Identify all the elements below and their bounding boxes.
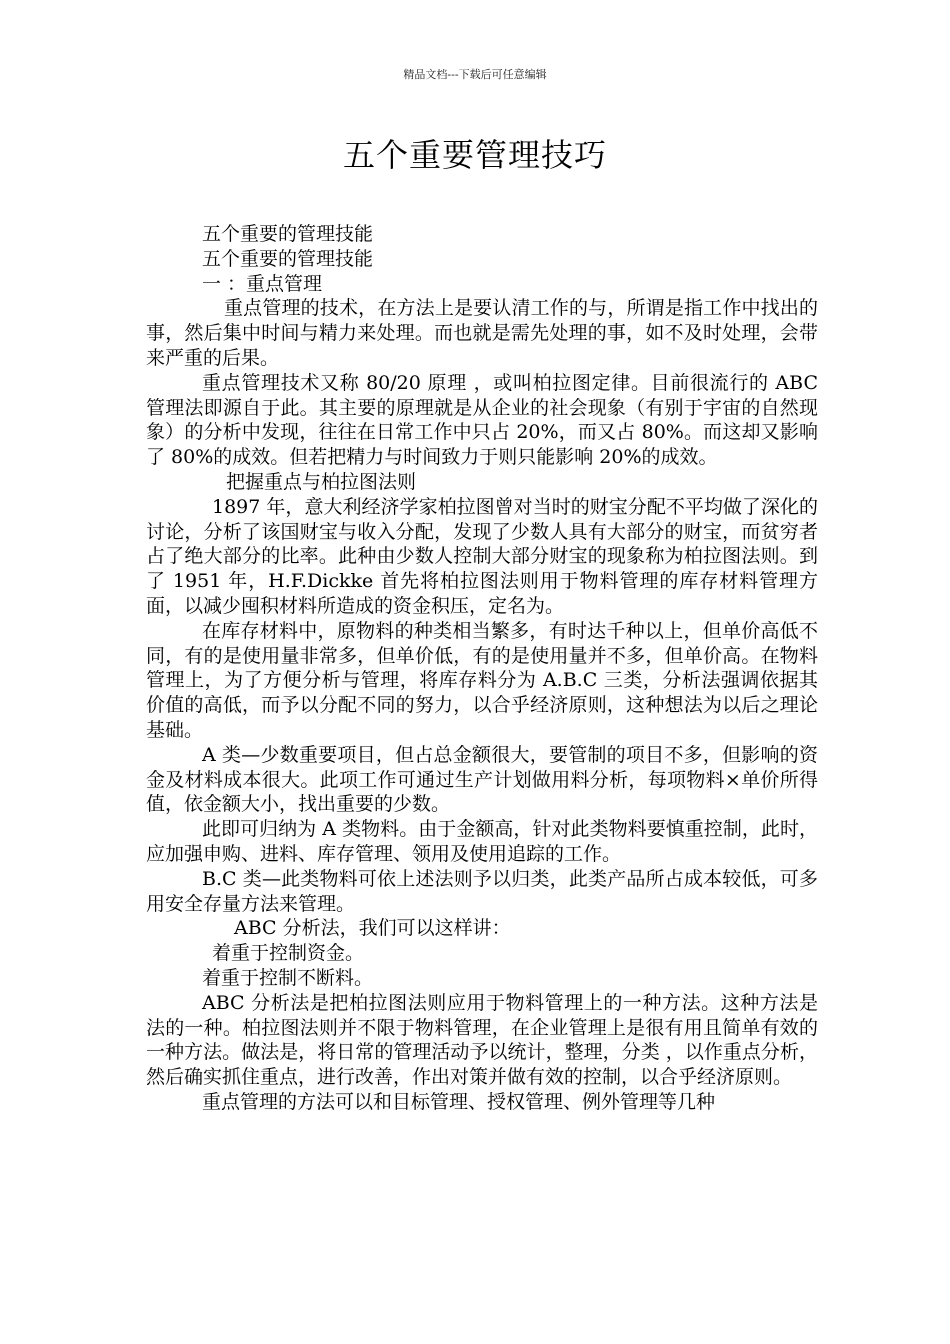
- paragraph: 重点管理技术又称 80/20 原理 ，或叫柏拉图定律。目前很流行的 ABC 管理法即源自于此。其主要的原理就是从企业的社会现象（有别于宇宙的自然现象）的分析中发现，往往在日常工作中只占 20%，而又占 80%。而这却又影响了 80%的成效。但若把精力与时间致力于则只能影响 20%的成效。: [146, 371, 818, 469]
- paragraph: ABC 分析法是把柏拉图法则应用于物料管理上的一种方法。这种方法是法的一种。柏拉图法则并不限于物料管理，在企业管理上是很有用且简单有效的一种方法。做法是，将日常的管理活动予以统计，整理，分类 ，以作重点分析，然后确实抓住重点，进行改善，作出对策并做有效的控制，以合乎经济原则。: [146, 991, 818, 1089]
- paragraph: 五个重要的管理技能: [202, 247, 374, 270]
- paragraph: ABC 分析法，我们可以这样讲：: [234, 917, 511, 940]
- paragraph: B.C 类—此类物料可依上述法则予以归类，此类产品所占成本较低，可多用安全存量方法来管理。: [146, 867, 818, 915]
- section-heading: 一 ：重点管理: [202, 272, 323, 295]
- paragraph: A 类—少数重要项目，但占总金额很大，要管制的项目不多，但影响的资金及材料成本很大。此项工作可通过生产计划做用料分析，每项物料×单价所得值，依金额大小，找出重要的少数。: [146, 743, 818, 816]
- paragraph: 着重于控制资金。: [212, 942, 365, 965]
- paragraph: 在库存材料中，原物料的种类相当繁多，有时达千种以上，但单价高低不同，有的是使用量非常多，但单价低，有的是使用量并不多，但单价高。在物料管理上，为了方便分析与管理，将库存料分为 A.B.C 三类，分析法强调依据其价值的高低，而予以分配不同的努力，以合乎经济原则，这种想法为以后之理论基础。: [146, 619, 818, 741]
- paragraph: 重点管理的方法可以和目标管理、授权管理、例外管理等几种: [202, 1090, 716, 1113]
- subheading: 把握重点与柏拉图法则: [226, 470, 417, 493]
- page-header: 精品文档---下载后可任意编辑: [403, 68, 547, 81]
- paragraph: 着重于控制不断料。: [202, 966, 374, 989]
- paragraph: 1897 年，意大利经济学家柏拉图曾对当时的财宝分配不平均做了深化的讨论，分析了该国财宝与收入分配，发现了少数人具有大部分的财宝，而贫穷者占了绝大部分的比率。此种由少数人控制大部分财宝的现象称为柏拉图法则。到了 1951 年，H.F.Dickke 首先将柏拉图法则用于物料管理的库存材料管理方面，以减少囤积材料所造成的资金积压，定名为。: [146, 495, 818, 617]
- document-title: 五个重要管理技巧: [342, 136, 607, 174]
- paragraph: 五个重要的管理技能: [202, 223, 374, 245]
- paragraph: 重点管理的技术，在方法上是要认清工作的与，所谓是指工作中找出的事，然后集中时间与精力来处理。而也就是需先处理的事，如不及时处理，会带来严重的后果。: [146, 297, 818, 369]
- document-body: [146, 222, 818, 1115]
- paragraph: 此即可归纳为 A 类物料。由于金额高，针对此类物料要慎重控制，此时，应加强申购、进料、库存管理、领用及使用追踪的工作。: [146, 818, 818, 865]
